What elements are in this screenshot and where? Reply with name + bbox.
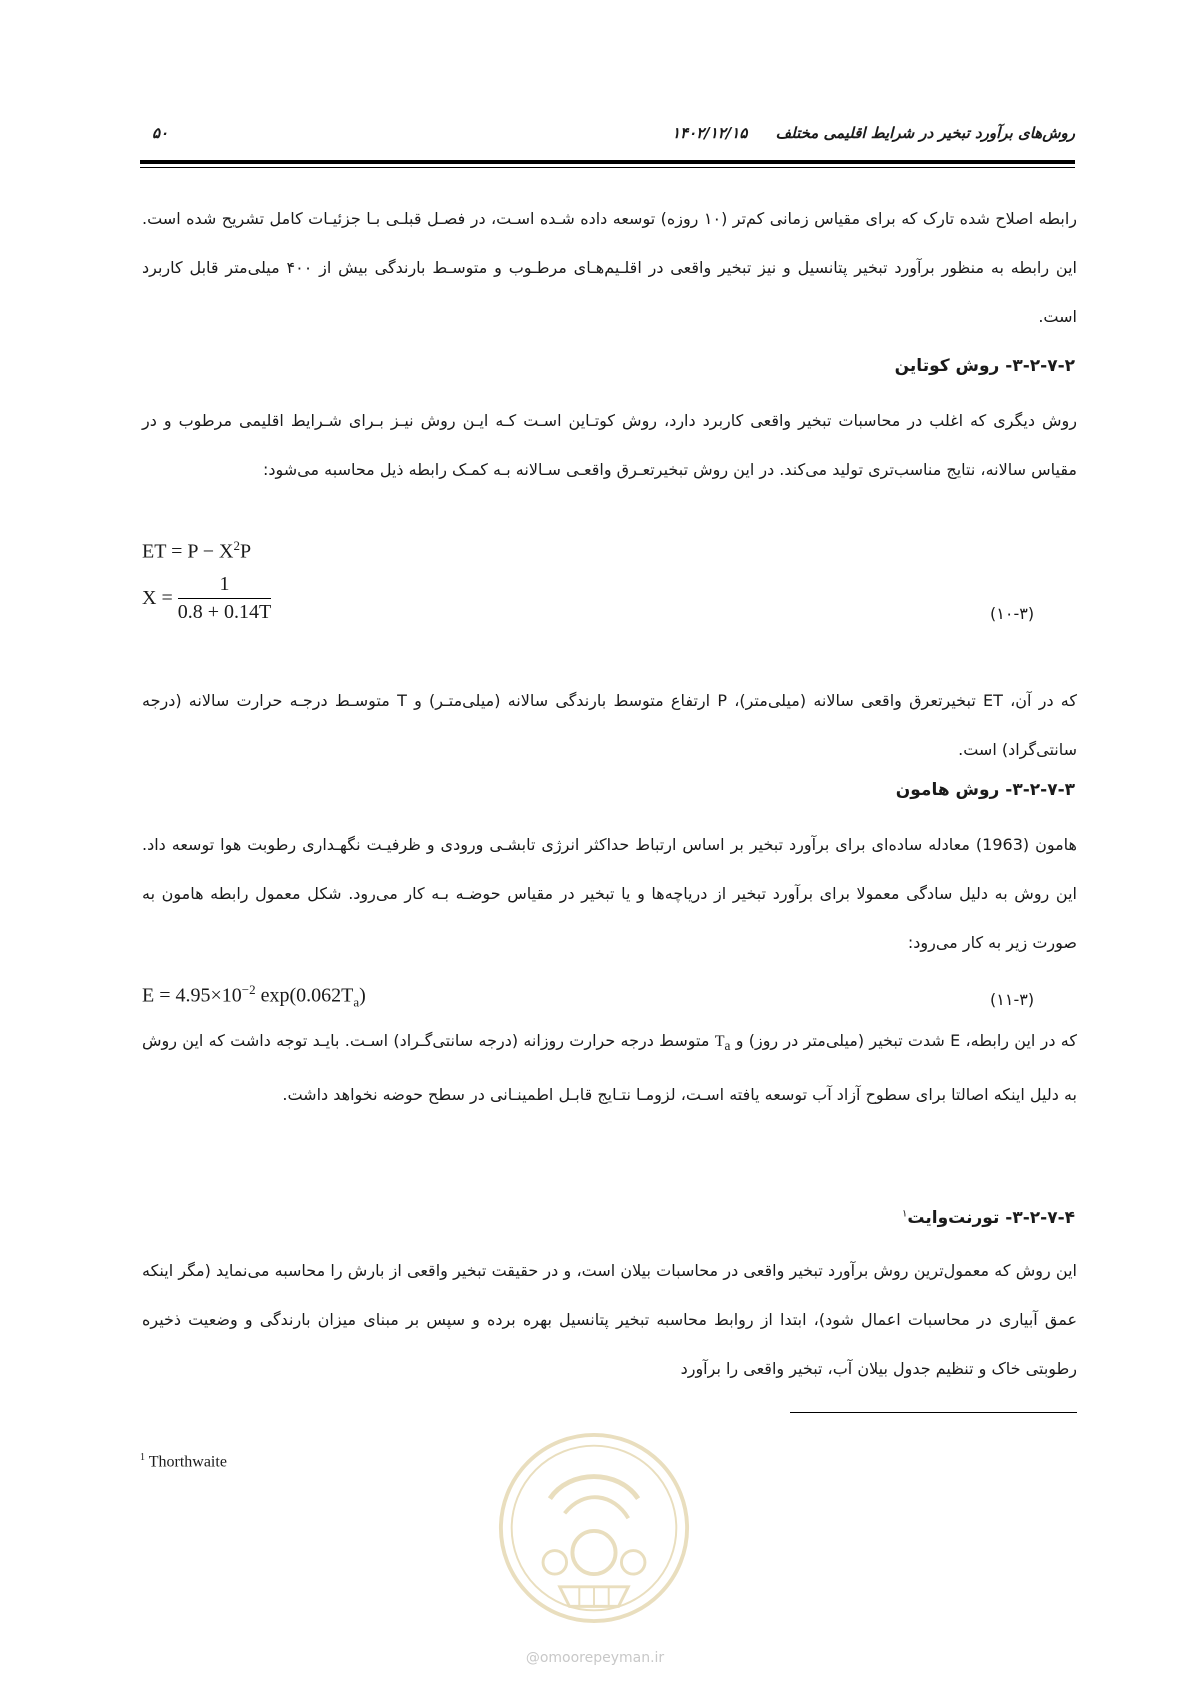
header-date: ۱۴۰۲/۱۲/۱۵ xyxy=(672,124,748,142)
coutagne-fraction: $\frac{1}{0.8 + 0.14T}$ xyxy=(177,573,272,623)
section-heading-coutagne: ۳-۲-۷-۲- روش کوتاین xyxy=(894,356,1075,376)
header-rule-thin xyxy=(140,167,1075,168)
coutagne-equation-x: X = $\frac{1}{0.8 + 0.14T}$ xyxy=(142,573,272,623)
header-rule xyxy=(140,160,1075,164)
publisher-seal-logo xyxy=(496,1430,692,1626)
hamon-paragraph: هامون (1963) معادله ساده‌ای برای برآورد تبخیر بر اساس ارتباط حداکثر انرژی تابشـی ورودی و ظرفیـت نگهـداری رطوبت هوا توسعه داد. این روش به دلیل سادگی معمولا برای برآورد تبخیر از دریاچه‌ها و یا تبخیر در مقیاس حوضـه بـه کار می‌رود. شکل معمول رابطه هامون به صورت زیر به کار می‌رود: xyxy=(142,835,1077,952)
section-heading-hamon: ۳-۲-۷-۳- روش هامون xyxy=(895,780,1075,800)
thornthwaite-paragraph: این روش که معمول‌ترین روش برآورد تبخیر واقعی در محاسبات بیلان است، و در حقیقت تبخیر واقعی از بارش را محاسبه می‌نماید (مگر اینکه عمق آبیاری در محاسبات اعمال شود)، ابتدا از روابط محاسبه تبخیر پتانسیل بهره برده و سپس بر مبنای میزان بارندگی و وضعیت ذخیره رطوبتی خاک و تنظیم جدول بیلان آب، تبخیر واقعی را برآورد xyxy=(142,1261,1077,1378)
equation-number-11-3: (۱۱-۳) xyxy=(990,990,1035,1009)
footnote: $^1$ Thorthwaite xyxy=(140,1452,227,1471)
footnote-rule xyxy=(790,1412,1077,1413)
intro-paragraph: رابطه اصلاح شده تارک که برای مقیاس زمانی کم‌تر (۱۰ روزه) توسعه داده شـده اسـت، در فصـل قبلـی بـا جزئیـات کامل تشریح شده است. این رابطه به منظور برآورد تبخیر پتانسیل و نیز تبخیر واقعی در اقلـیم‌هـای مرطـوب و متوسـط بارندگی بیش از ۴۰۰ میلی‌متر قابل کاربرد است. xyxy=(142,209,1078,326)
coutagne-paragraph: روش دیگری که اغلب در محاسبات تبخیر واقعی کاربرد دارد، روش کوتـاین اسـت کـه ایـن روش نیـز بـرای شـرایط اقلیمی مرطوب و در مقیاس سالانه، نتایج مناسب‌تری تولید می‌کند. در این روش تبخیرتعـرق واقعـی سـالانه بـه کمـک رابطه ذیل محاسبه می‌شود: xyxy=(142,411,1077,479)
page-number: ۵۰ xyxy=(152,124,169,142)
watermark: @omoorepeyman.ir xyxy=(525,1650,665,1666)
hamon-definitions: که در این رابطه، E شدت تبخیر (میلی‌متر در روز) و $T_a$ متوسط درجه حرارت روزانه (درجه سانتی‌گـراد) اسـت. بایـد توجه داشت که این روش به دلیل اینکه اصالتا برای سطوح آزاد آب توسعه یافته اسـت، لزومـا نتـایج قابـل اطمینـانی در سطح حوضه نخواهد داشت. xyxy=(142,1031,1077,1105)
header-title: روش‌های برآورد تبخیر در شرایط اقلیمی مختلف xyxy=(775,124,1075,142)
section-heading-thornthwaite: ۳-۲-۷-۴- تورنت‌وایت$^۱$ xyxy=(901,1208,1075,1228)
equation-number-10-3: (۱۰-۳) xyxy=(990,604,1035,623)
running-header xyxy=(140,124,1075,154)
ta-symbol: $T_a$ xyxy=(714,1033,731,1054)
footnote-reference: ۱ xyxy=(901,1208,908,1220)
coutagne-equation-et: ET = $P - X^2P$ xyxy=(142,538,252,563)
coutagne-definitions: که در آن، ET تبخیرتعرق واقعی سالانه (میلی‌متر)، P ارتفاع متوسط بارندگی سالانه (میلی‌متـر) و T متوسـط درجـه حرارت سالانه (درجه سانتی‌گراد) است. xyxy=(142,691,1078,759)
hamon-equation: $E = 4.95\times 10^{-2}$ $\exp(0.062T_a)$ xyxy=(142,982,366,1010)
